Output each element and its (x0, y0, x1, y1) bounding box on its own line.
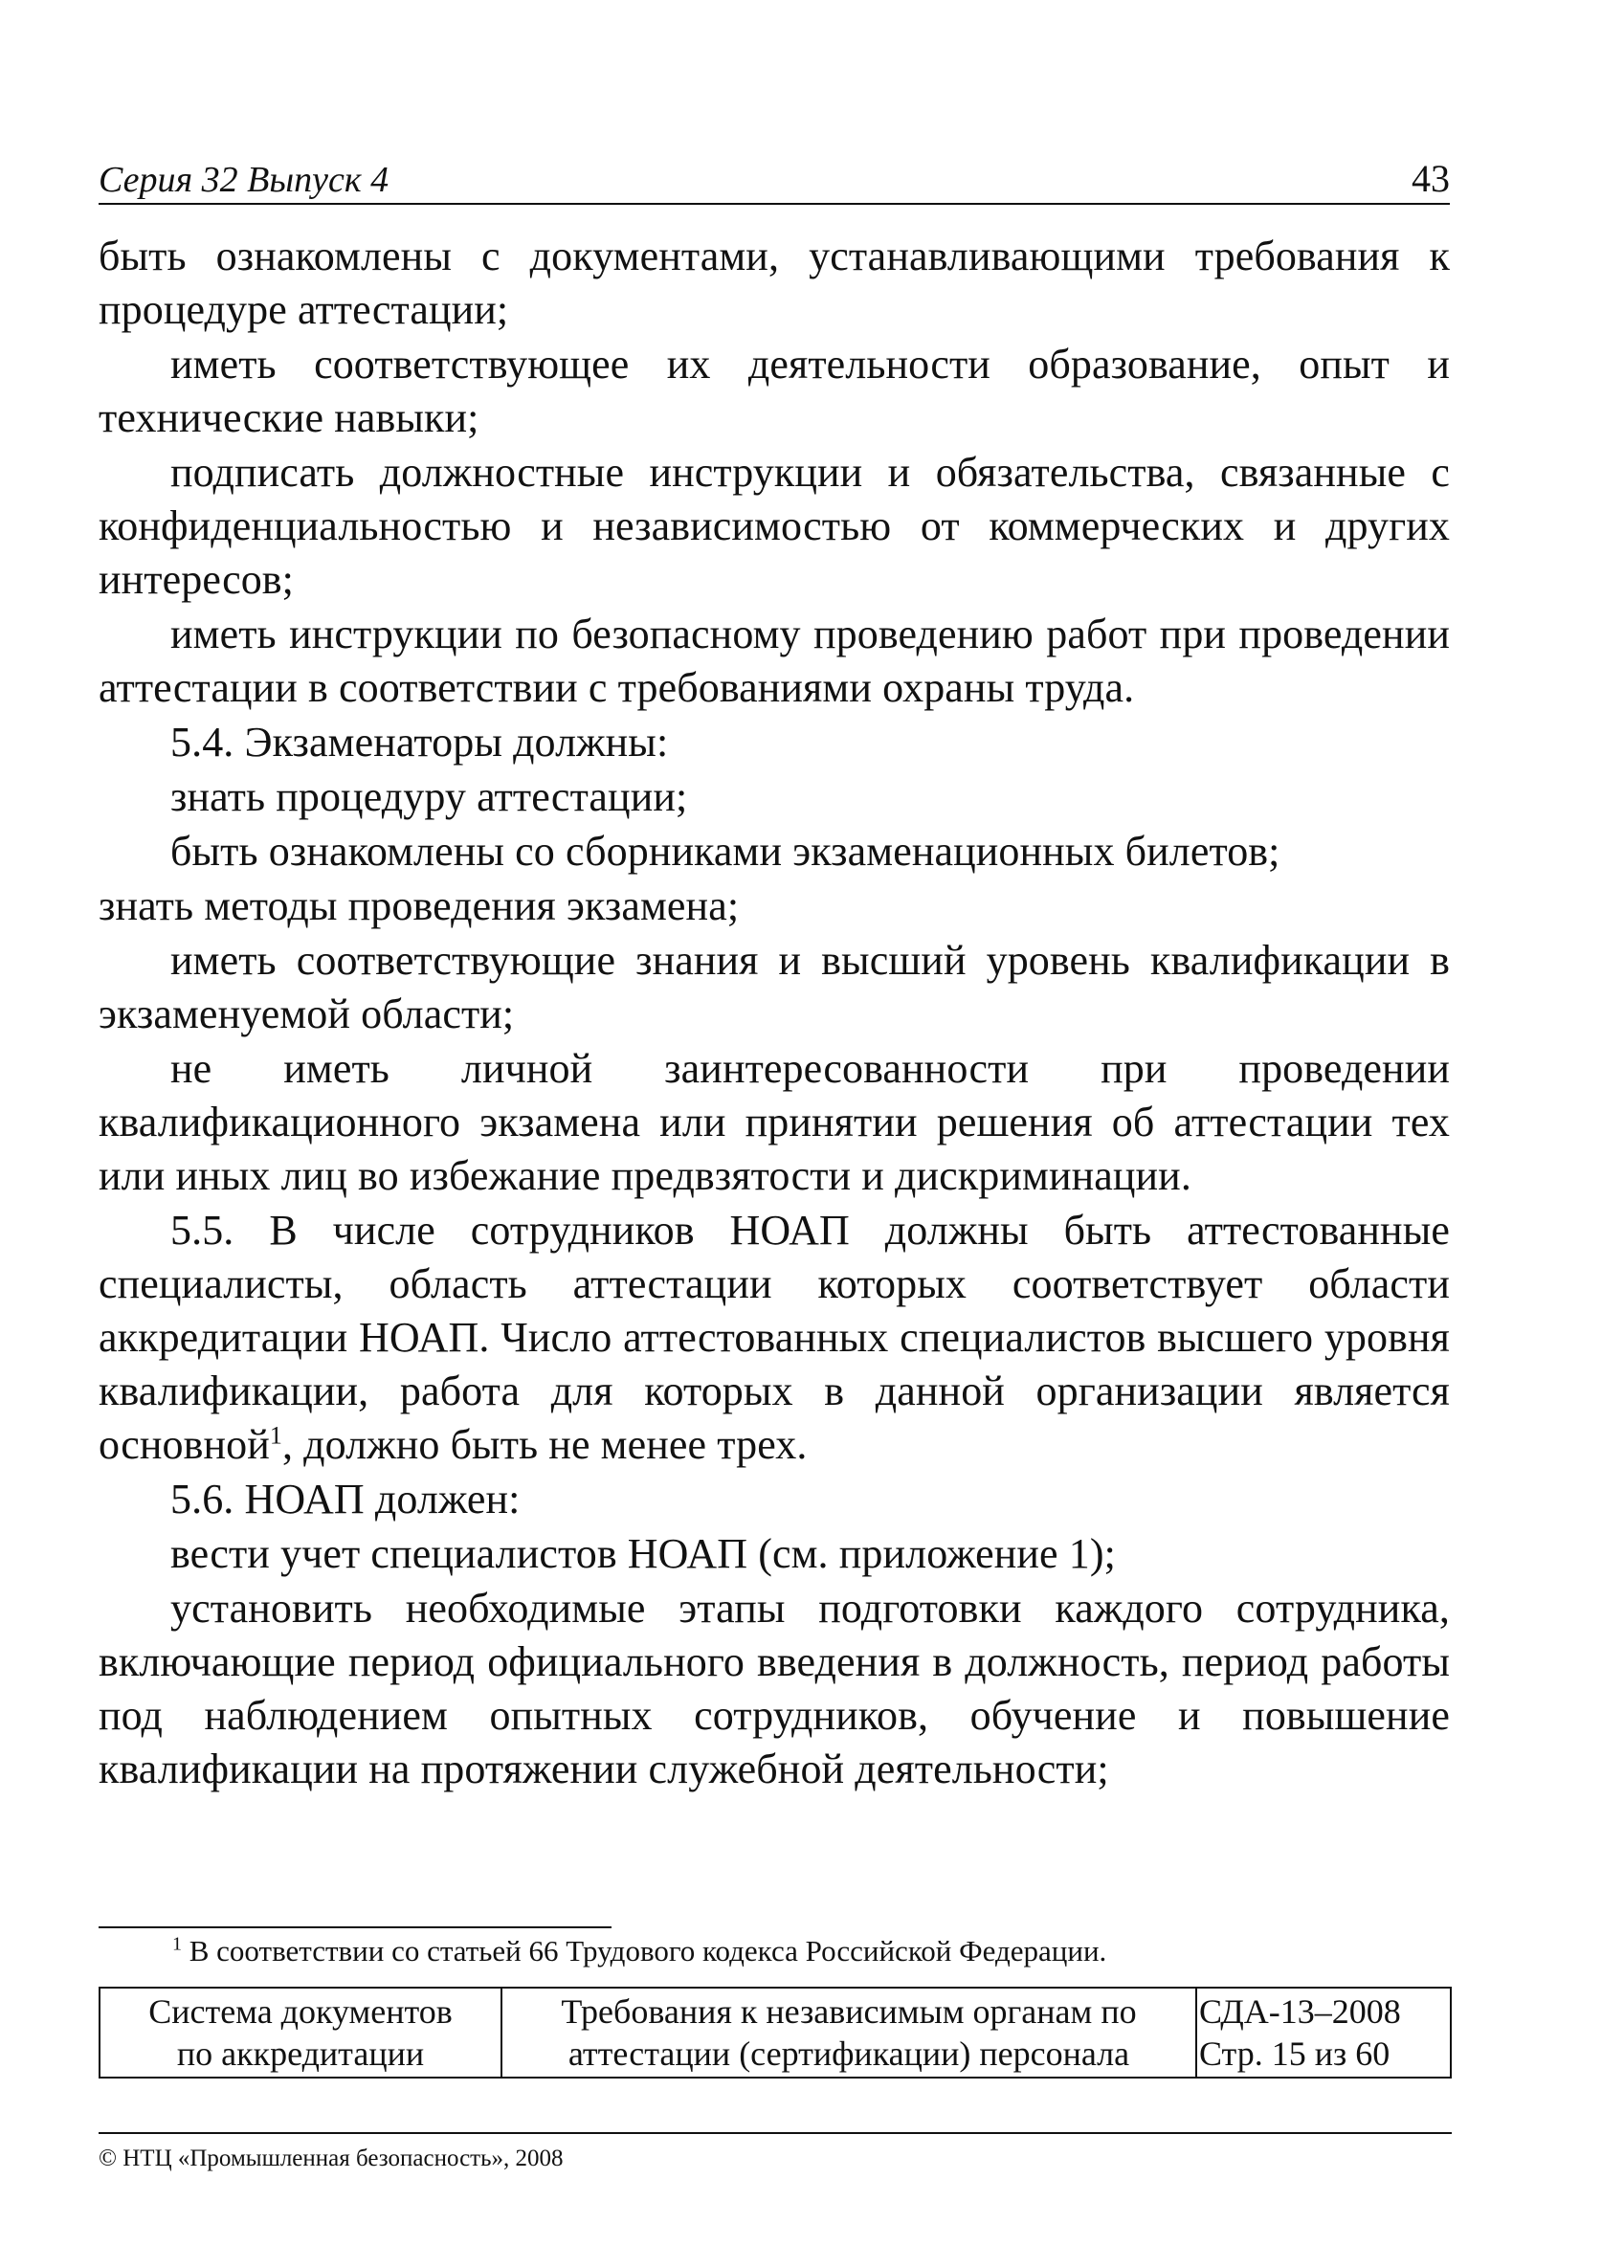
paragraph: вести учет специалистов НОАП (см. приложение 1); (170, 1530, 1116, 1577)
title-line-1: Требования к независимым органам по (561, 1992, 1137, 2031)
title-line-2: аттестации (сертификации) персонала (567, 2035, 1130, 2073)
footnote-text: В соответствии со статьей 66 Трудового кодекса Российской Федерации. (189, 1934, 1107, 1968)
paragraph: иметь инструкции по безопасному проведению работ при проведении аттестации в соответствии с требованиями охраны труда. (99, 611, 1450, 711)
footnote-mark: 1 (172, 1933, 182, 1955)
system-line-1: Система документов (148, 1992, 453, 2031)
page-of-total: Стр. 15 из 60 (1199, 2035, 1390, 2073)
paragraph: установить необходимые этапы подготовки каждого сотрудника, включающие период официального введения в должность, период работы под наблюдением опытных сотрудников, обучение и повышение квалификации на протяжении служебной деятельности; (99, 1585, 1450, 1792)
paragraph-5-5-tail: , должно быть не менее трех. (281, 1421, 808, 1468)
table-cell-title (501, 1988, 1196, 2078)
table-cell-code (1196, 1988, 1451, 2078)
paragraph: подписать должностные инструкции и обязательства, связанные с конфиденциальностью и независимостью от коммерческих и других интересов; (99, 449, 1450, 603)
body-text (99, 230, 1450, 1797)
paragraph-5-5 (99, 1204, 1450, 1472)
section-heading-5-4: 5.4. Экзаменаторы должны: (170, 719, 669, 766)
paragraph-5-5-text: 5.5. В числе сотрудников НОАП должны быть аттестованные специалисты, область аттестации которых соответствует области аккредитации НОАП. Число аттестованных специалистов высшего уровня квалификации, работа для которых в данной организации является основной (99, 1207, 1450, 1468)
series-title: Серия 32 Выпуск 4 (99, 160, 389, 200)
bottom-divider (99, 2132, 1452, 2134)
doc-code: СДА-13–2008 (1199, 1992, 1401, 2031)
paragraph: не иметь личной заинтересованности при проведении квалификационного экзамена или принятии решения об аттестации тех или иных лиц во избежание предвзятости и дискриминации. (99, 1045, 1450, 1199)
copyright: © НТЦ «Промышленная безопасность», 2008 (99, 2146, 564, 2171)
footnote-divider (99, 1926, 612, 1928)
system-line-2: по аккредитации (176, 2035, 425, 2073)
document-info-table (99, 1987, 1452, 2079)
footnote-reference: 1 (269, 1421, 282, 1450)
paragraph: знать процедуру аттестации; (170, 773, 688, 820)
paragraph: знать методы проведения экзамена; (99, 882, 740, 929)
table-cell-system (100, 1988, 501, 2078)
paragraph: иметь соответствующее их деятельности образование, опыт и технические навыки; (99, 341, 1450, 441)
page-number: 43 (1412, 157, 1450, 200)
paragraph: быть ознакомлены с документами, устанавливающими требования к процедуре аттестации; (99, 233, 1450, 333)
running-header (99, 153, 1450, 205)
table-row (100, 1988, 1451, 2078)
paragraph: иметь соответствующие знания и высший уровень квалификации в экзаменуемой области; (99, 937, 1450, 1037)
section-heading-5-6: 5.6. НОАП должен: (170, 1476, 521, 1523)
footnote (172, 1930, 1445, 1972)
paragraph: быть ознакомлены со сборниками экзаменационных билетов; (170, 828, 1280, 875)
